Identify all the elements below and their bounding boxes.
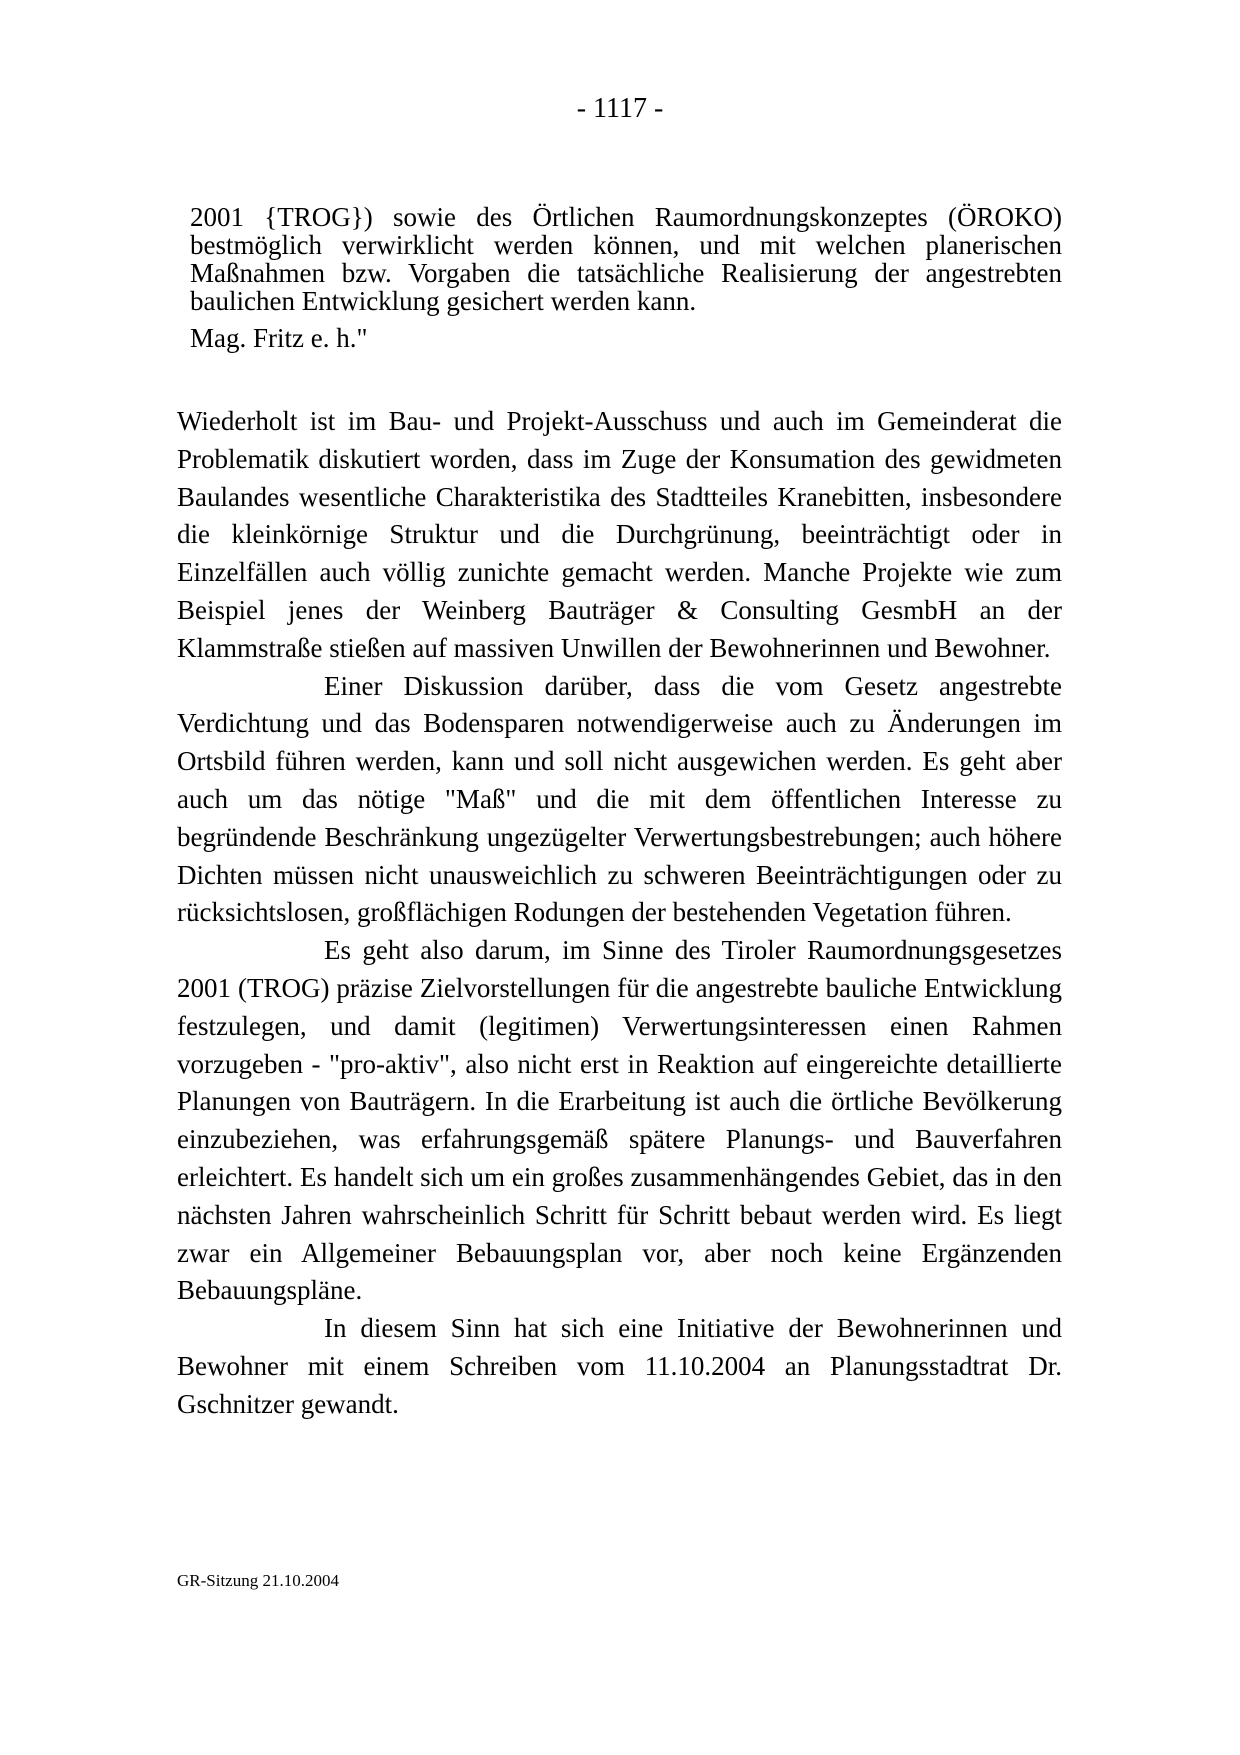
- body-paragraph-1: Wiederholt ist im Bau- und Projekt-Ausschuss und auch im Gemeinderat die Problematik diskutiert worden, dass im Zuge der Konsumation des gewidmeten Baulandes wesentliche Charakteristika des Stadtteiles Kranebitten, insbesondere die kleinkörnige Struktur und die Durchgrünung, beeinträchtigt oder in Einzelfällen auch völlig zunichte gemacht werden. Manche Projekte wie zum Beispiel jenes der Weinberg Bauträger & Consulting GesmbH an der Klammstraße stießen auf massiven Unwillen der Bewohnerinnen und Bewohner.: [177, 406, 1062, 663]
- page-number: - 1117 -: [576, 93, 664, 124]
- quoted-paragraph: 2001 {TROG}) sowie des Örtlichen Raumordnungskonzeptes (ÖROKO) bestmöglich verwirklicht werden können, und mit welchen planerischen Maßnahmen bzw. Vorgaben die tatsächliche Realisierung der angestrebten baulichen Entwicklung gesichert werden kann.: [190, 202, 1062, 316]
- body-paragraph-2: Einer Diskussion darüber, dass die vom Gesetz angestrebte Verdichtung und das Bodensparen notwendigerweise auch zu Änderungen im Ortsbild führen werden, kann und soll nicht ausgewichen werden. Es geht aber auch um das nötige "Maß" und die mit dem öffentlichen Interesse zu begründende Beschränkung ungezügelter Verwertungsbestrebungen; auch höhere Dichten müssen nicht unausweichlich zu schweren Beeinträchtigungen oder zu rücksichtslosen, großflächigen Rodungen der bestehenden Vegetation führen.: [177, 670, 1062, 928]
- body-paragraph-3: Es geht also darum, im Sinne des Tiroler Raumordnungsgesetzes 2001 (TROG) präzise Zielvorstellungen für die angestrebte bauliche Entwicklung festzulegen, und damit (legitimen) Verwertungsinteressen einen Rahmen vorzugeben - "pro-aktiv", also nicht erst in Reaktion auf eingereichte detaillierte Planungen von Bauträgern. In die Erarbeitung ist auch die örtliche Bevölkerung einzubeziehen, was erfahrungsgemäß spätere Planungs- und Bauverfahren erleichtert. Es handelt sich um ein großes zusammenhängendes Gebiet, das in den nächsten Jahren wahrscheinlich Schritt für Schritt bebaut werden wird. Es liegt zwar ein Allgemeiner Bebauungsplan vor, aber noch keine Ergänzenden Bebauungspläne.: [177, 935, 1062, 1306]
- quote-signature: Mag. Fritz e. h.": [190, 323, 368, 353]
- page-footer: GR-Sitzung 21.10.2004: [177, 1571, 339, 1590]
- quoted-text-block: [190, 203, 1062, 315]
- body-paragraph-4: In diesem Sinn hat sich eine Initiative der Bewohnerinnen und Bewohner mit einem Schreiben vom 11.10.2004 an Planungsstadtrat Dr. Gschnitzer gewandt.: [177, 1313, 1062, 1419]
- body-text: [177, 403, 1062, 1424]
